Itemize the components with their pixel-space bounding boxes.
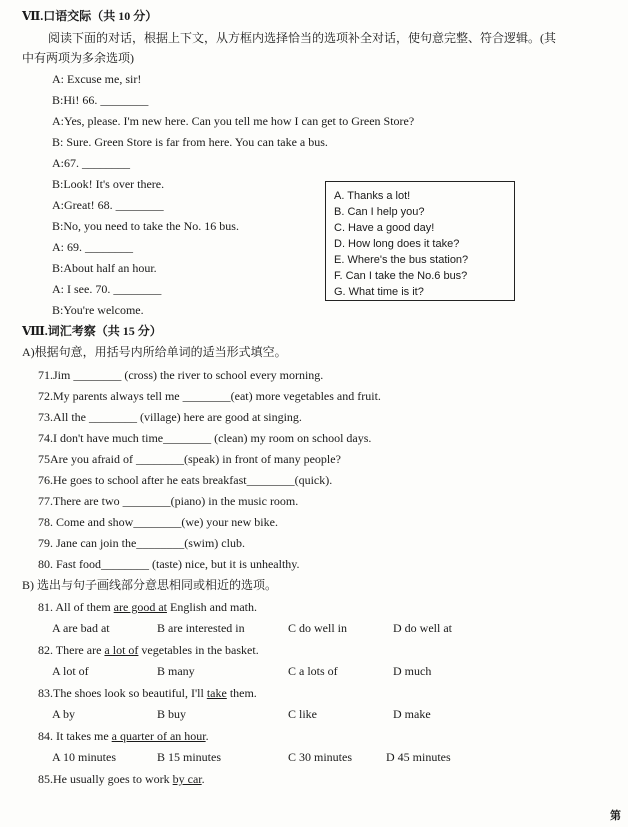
- option-item: F. Can I take the No.6 bus?: [334, 270, 468, 282]
- options-box: [325, 181, 515, 301]
- option-item: G. What time is it?: [334, 286, 424, 298]
- option-b: B buy: [157, 707, 187, 721]
- dialog-line: B:You're welcome.: [52, 303, 144, 317]
- dialog-line: B:About half an hour.: [52, 261, 157, 275]
- option-d: D 45 minutes: [386, 750, 451, 764]
- option-item: B. Can I help you?: [334, 206, 425, 218]
- section7-instruction: 阅读下面的对话，根据上下文，从方框内选择恰当的选项补全对话，使句意完整、符合逻辑。(其: [48, 31, 556, 45]
- fill-item: 78. Come and show________(we) your new bike.: [38, 515, 278, 529]
- option-item: A. Thanks a lot!: [334, 190, 411, 202]
- section7-title: Ⅶ.口语交际（共 10 分）: [22, 9, 158, 23]
- option-a: A lot of: [52, 664, 89, 678]
- question-83: 83.The shoes look so beautiful, I'll take them.: [38, 686, 257, 700]
- fill-item: 80. Fast food________ (taste) nice, but it is unhealthy.: [38, 557, 300, 571]
- option-d: D do well at: [393, 621, 452, 635]
- section8-title: Ⅷ.词汇考察（共 15 分）: [22, 324, 162, 338]
- option-d: D make: [393, 707, 431, 721]
- dialog-line: A:Yes, please. I'm new here. Can you tell me how I can get to Green Store?: [52, 114, 415, 128]
- option-c: C a lots of: [288, 664, 338, 678]
- dialog-line: A: I see. 70. ________: [52, 282, 162, 296]
- part-a-instruction: A)根据句意，用括号内所给单词的适当形式填空。: [22, 345, 287, 359]
- dialog-line: B: Sure. Green Store is far from here. You can take a bus.: [52, 135, 328, 149]
- option-a: A by: [52, 707, 76, 721]
- dialog-line: B:Hi! 66. ________: [52, 93, 149, 107]
- option-c: C 30 minutes: [288, 750, 353, 764]
- fill-item: 77.There are two ________(piano) in the music room.: [38, 494, 299, 508]
- section7-instruction-cont: 中有两项为多余选项): [22, 51, 134, 65]
- dialog-line: A:67. ________: [52, 156, 130, 170]
- question-82: 82. There are a lot of vegetables in the basket.: [38, 643, 259, 657]
- dialog-line: B:Look! It's over there.: [52, 177, 165, 191]
- option-c: C like: [288, 707, 317, 721]
- part-b-instruction: B) 选出与句子画线部分意思相同或相近的选项。: [22, 578, 278, 592]
- option-item: E. Where's the bus station?: [334, 254, 469, 266]
- dialog-line: B:No, you need to take the No. 16 bus.: [52, 219, 239, 233]
- question-85: 85.He usually goes to work by car.: [38, 772, 205, 786]
- option-item: C. Have a good day!: [334, 222, 435, 234]
- option-b: B 15 minutes: [157, 750, 222, 764]
- dialog-line: A: 69. ________: [52, 240, 133, 254]
- option-c: C do well in: [288, 621, 347, 635]
- option-a: A 10 minutes: [52, 750, 117, 764]
- fill-item: 75Are you afraid of ________(speak) in front of many people?: [38, 452, 341, 466]
- fill-item: 76.He goes to school after he eats breakfast________(quick).: [38, 473, 333, 487]
- fill-item: 71.Jim ________ (cross) the river to school every morning.: [38, 368, 324, 382]
- fill-item: 74.I don't have much time________ (clean) my room on school days.: [38, 431, 372, 445]
- fill-item: 73.All the ________ (village) here are good at singing.: [38, 410, 302, 424]
- option-d: D much: [393, 664, 432, 678]
- page-marker: 第: [610, 810, 621, 822]
- option-b: B are interested in: [157, 621, 245, 635]
- option-item: D. How long does it take?: [334, 238, 460, 250]
- question-84: 84. It takes me a quarter of an hour.: [38, 729, 209, 743]
- fill-item: 72.My parents always tell me ________(eat) more vegetables and fruit.: [38, 389, 381, 403]
- option-b: B many: [157, 664, 195, 678]
- fill-item: 79. Jane can join the________(swim) club.: [38, 536, 245, 550]
- option-a: A are bad at: [52, 621, 110, 635]
- dialog-line: A:Great! 68. ________: [52, 198, 164, 212]
- dialog-line: A: Excuse me, sir!: [52, 72, 142, 86]
- question-81: 81. All of them are good at English and math.: [38, 600, 257, 614]
